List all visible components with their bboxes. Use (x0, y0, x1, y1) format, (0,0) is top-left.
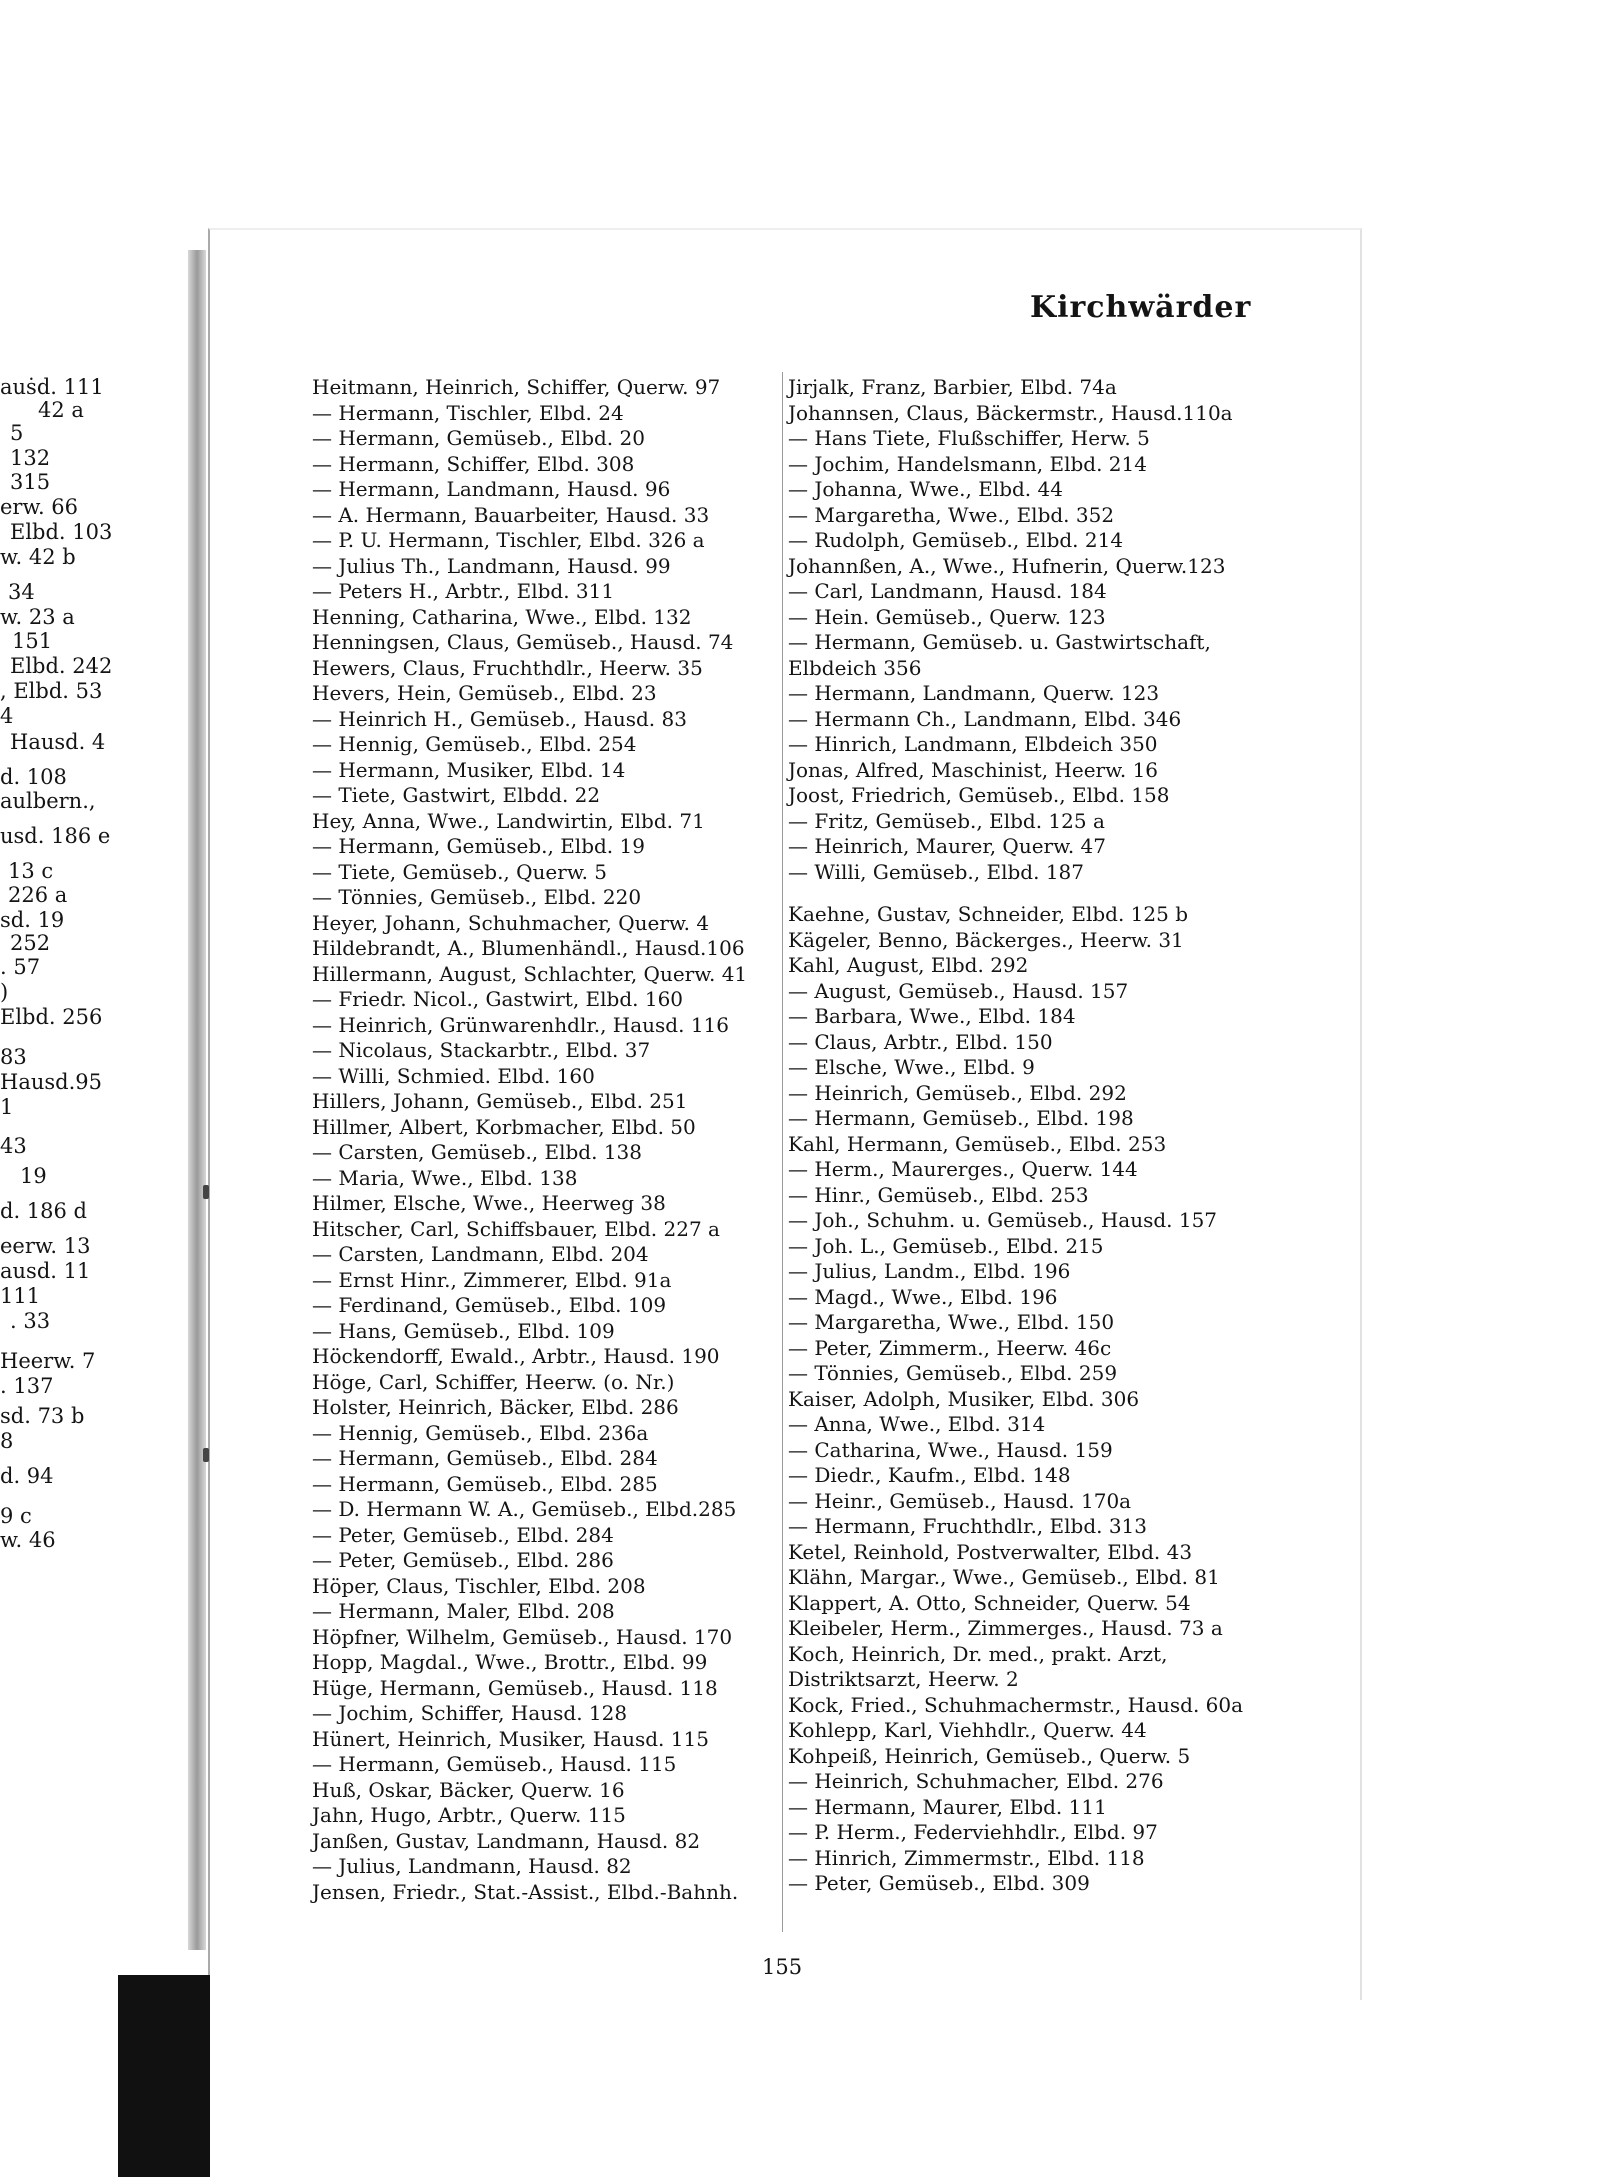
previous-page-fragment: d. 186 d (0, 1199, 87, 1223)
directory-entry: — Anna, Wwe., Elbd. 314 (788, 1412, 1046, 1436)
directory-entry: — Maria, Wwe., Elbd. 138 (312, 1165, 578, 1190)
directory-entry: Hillermann, August, Schlachter, Querw. 41 (312, 961, 748, 986)
directory-entry: — Ernst Hinr., Zimmerer, Elbd. 91a (312, 1267, 672, 1292)
directory-entry: — Hans, Gemüseb., Elbd. 109 (312, 1318, 615, 1343)
directory-entry: — Fritz, Gemüseb., Elbd. 125 a (788, 808, 1105, 833)
previous-page-fragment: Heerw. 7 (0, 1349, 96, 1373)
directory-entry: — Carsten, Landmann, Elbd. 204 (312, 1242, 649, 1266)
directory-entry: Höge, Carl, Schiffer, Heerw. (o. Nr.) (312, 1369, 675, 1394)
directory-entry: — Hermann, Gemüseb., Elbd. 285 (312, 1471, 658, 1496)
book-gutter (188, 250, 206, 1950)
directory-entry: — Heinrich, Maurer, Querw. 47 (788, 834, 1107, 858)
previous-page-fragment: usd. 186 e (0, 824, 111, 848)
directory-entry: — Diedr., Kaufm., Elbd. 148 (788, 1463, 1071, 1487)
directory-entry: Distriktsarzt, Heerw. 2 (788, 1667, 1019, 1691)
directory-entry: Elbdeich 356 (788, 655, 922, 680)
directory-entry: Jahn, Hugo, Arbtr., Querw. 115 (312, 1803, 626, 1827)
directory-entry: Hilmer, Elsche, Wwe., Heerweg 38 (312, 1191, 666, 1215)
directory-entry: Kahl, Hermann, Gemüseb., Elbd. 253 (788, 1131, 1167, 1156)
previous-page-fragment: 1 (0, 1095, 14, 1119)
previous-page-fragment: sd. 19 (0, 908, 65, 932)
directory-entry: — Hennig, Gemüseb., Elbd. 236a (312, 1420, 649, 1445)
directory-entry: — Julius Th., Landmann, Hausd. 99 (312, 553, 671, 578)
page-number: 155 (762, 1955, 803, 1979)
previous-page-fragment: auṡd. 111 (0, 375, 104, 399)
previous-page-fragment: 151 (12, 629, 53, 653)
directory-entry: — Hermann, Gemüseb., Elbd. 19 (312, 834, 645, 858)
previous-page-fragment: w. 42 b (0, 545, 76, 569)
directory-entry: — Jochim, Handelsmann, Elbd. 214 (788, 451, 1147, 476)
directory-entry: Höpfner, Wilhelm, Gemüseb., Hausd. 170 (312, 1624, 733, 1649)
directory-entry: Höper, Claus, Tischler, Elbd. 208 (312, 1573, 646, 1598)
directory-entry: — Hermann, Gemüseb., Elbd. 20 (312, 426, 645, 450)
directory-entry: — Hermann, Gemüseb., Hausd. 115 (312, 1752, 677, 1776)
directory-entry: Kägeler, Benno, Bäckerges., Heerw. 31 (788, 927, 1184, 952)
directory-entry: — Hans Tiete, Flußschiffer, Herw. 5 (788, 426, 1150, 450)
directory-entry: — Elsche, Wwe., Elbd. 9 (788, 1055, 1035, 1079)
directory-entry: Kohlepp, Karl, Viehhdlr., Querw. 44 (788, 1718, 1147, 1742)
directory-entry: Kleibeler, Herm., Zimmerges., Hausd. 73 a (788, 1616, 1223, 1640)
previous-page-fragment: erw. 66 (0, 495, 79, 519)
directory-entry: — Hein. Gemüseb., Querw. 123 (788, 604, 1106, 629)
directory-entry: Hillmer, Albert, Korbmacher, Elbd. 50 (312, 1114, 696, 1139)
previous-page-fragment: 19 (20, 1164, 47, 1188)
directory-entry: — Joh., Schuhm. u. Gemüseb., Hausd. 157 (788, 1208, 1218, 1232)
directory-entry: — A. Hermann, Bauarbeiter, Hausd. 33 (312, 502, 710, 527)
directory-entry: — Hermann, Fruchthdlr., Elbd. 313 (788, 1514, 1148, 1538)
directory-entry: — Margaretha, Wwe., Elbd. 150 (788, 1310, 1115, 1334)
directory-entry: — Catharina, Wwe., Hausd. 159 (788, 1437, 1113, 1462)
previous-page-fragment: Hausd.95 (0, 1070, 102, 1094)
previous-page-fragment: w. 46 (0, 1528, 56, 1552)
previous-page-fragment: 83 (0, 1045, 27, 1069)
previous-page-fragment: 252 (10, 931, 51, 955)
previous-page-fragment: . 33 (10, 1309, 51, 1333)
directory-entry: — Heinrich, Grünwarenhdlr., Hausd. 116 (312, 1012, 730, 1037)
directory-entry: Jirjalk, Franz, Barbier, Elbd. 74a (788, 375, 1117, 399)
directory-entry: — Heinrich, Gemüseb., Elbd. 292 (788, 1080, 1127, 1105)
column-divider (782, 372, 783, 1932)
directory-entry: — Carsten, Gemüseb., Elbd. 138 (312, 1140, 642, 1164)
directory-entry: Kaiser, Adolph, Musiker, Elbd. 306 (788, 1386, 1140, 1411)
directory-entry: — Heinrich, Schuhmacher, Elbd. 276 (788, 1769, 1164, 1793)
directory-entry: — P. Herm., Federviehhdlr., Elbd. 97 (788, 1820, 1158, 1844)
previous-page-fragment: ) (0, 980, 9, 1004)
directory-entry: Johannßen, A., Wwe., Hufnerin, Querw.123 (788, 553, 1226, 578)
directory-entry: Koch, Heinrich, Dr. med., prakt. Arzt, (788, 1641, 1168, 1666)
directory-entry: — Hermann Ch., Landmann, Elbd. 346 (788, 706, 1182, 731)
directory-entry: — Tönnies, Gemüseb., Elbd. 220 (312, 885, 642, 909)
directory-entry: Hopp, Magdal., Wwe., Brottr., Elbd. 99 (312, 1650, 708, 1674)
directory-entry: Janßen, Gustav, Landmann, Hausd. 82 (312, 1828, 701, 1853)
directory-entry: Jensen, Friedr., Stat.-Assist., Elbd.-Bahnh. (312, 1879, 739, 1904)
directory-entry: — Hermann, Tischler, Elbd. 24 (312, 400, 624, 425)
directory-entry: Huß, Oskar, Bäcker, Querw. 16 (312, 1777, 625, 1802)
previous-page-fragment: w. 23 a (0, 605, 75, 629)
directory-entry: Henning, Catharina, Wwe., Elbd. 132 (312, 604, 692, 629)
left-column (312, 375, 782, 1905)
directory-entry: Heitmann, Heinrich, Schiffer, Querw. 97 (312, 375, 721, 399)
directory-entry: — Nicolaus, Stackarbtr., Elbd. 37 (312, 1038, 651, 1062)
previous-page-fragment: d. 108 (0, 765, 67, 789)
directory-entry: Hevers, Hein, Gemüseb., Elbd. 23 (312, 681, 657, 705)
binding-strip (118, 1975, 210, 2177)
previous-page-fragment: aulbern., (0, 789, 96, 813)
directory-entry: — Rudolph, Gemüseb., Elbd. 214 (788, 528, 1124, 552)
directory-entry: Holster, Heinrich, Bäcker, Elbd. 286 (312, 1395, 679, 1419)
directory-entry: — Herm., Maurerges., Querw. 144 (788, 1157, 1138, 1181)
previous-page-fragment: , Elbd. 53 (0, 679, 103, 703)
previous-page-fragment: Hausd. 4 (10, 730, 106, 754)
directory-entry: — Carl, Landmann, Hausd. 184 (788, 579, 1107, 603)
previous-page-fragment: 4 (0, 704, 14, 728)
previous-page-fragment: 8 (0, 1429, 14, 1453)
previous-page-fragment: Elbd. 103 (10, 520, 113, 544)
directory-entry: — Willi, Gemüseb., Elbd. 187 (788, 859, 1084, 884)
margin-mark (203, 1448, 209, 1462)
previous-page-fragment: . 57 (0, 955, 41, 979)
directory-entry: — Hermann, Maurer, Elbd. 111 (788, 1794, 1107, 1819)
previous-page-fragment: 9 c (0, 1504, 32, 1528)
previous-page-fragment: 132 (10, 446, 51, 470)
previous-page-fragment: Elbd. 242 (10, 654, 113, 678)
previous-page-fragment: 111 (0, 1284, 41, 1308)
previous-page-fragment: 315 (10, 470, 51, 494)
directory-entry: — Tönnies, Gemüseb., Elbd. 259 (788, 1361, 1118, 1385)
directory-entry: — Hermann, Landmann, Hausd. 96 (312, 477, 671, 501)
directory-entry: — Peters H., Arbtr., Elbd. 311 (312, 579, 615, 603)
directory-entry: — Hermann, Gemüseb., Elbd. 284 (312, 1446, 658, 1470)
previous-page-fragment: Elbd. 256 (0, 1005, 103, 1029)
directory-entry: — Peter, Gemüseb., Elbd. 309 (788, 1871, 1090, 1895)
directory-entry: — Peter, Gemüseb., Elbd. 286 (312, 1548, 614, 1572)
directory-entry: Höckendorff, Ewald., Arbtr., Hausd. 190 (312, 1344, 720, 1368)
directory-entry: — Ferdinand, Gemüseb., Elbd. 109 (312, 1293, 667, 1317)
directory-entry: — Peter, Zimmerm., Heerw. 46c (788, 1335, 1112, 1360)
directory-entry: — Claus, Arbtr., Elbd. 150 (788, 1029, 1053, 1054)
directory-entry: — Julius, Landm., Elbd. 196 (788, 1259, 1071, 1283)
directory-entry: — Hennig, Gemüseb., Elbd. 254 (312, 732, 637, 756)
directory-entry: Hey, Anna, Wwe., Landwirtin, Elbd. 71 (312, 808, 705, 833)
previous-page-fragment: 42 a (38, 398, 84, 422)
previous-page-fragment: ausd. 11 (0, 1259, 91, 1283)
directory-entry: — Heinr., Gemüseb., Hausd. 170a (788, 1488, 1132, 1513)
directory-entry: — Hermann, Musiker, Elbd. 14 (312, 757, 626, 782)
directory-entry: — Julius, Landmann, Hausd. 82 (312, 1854, 632, 1878)
directory-entry: — Margaretha, Wwe., Elbd. 352 (788, 502, 1115, 527)
directory-entry: Hillers, Johann, Gemüseb., Elbd. 251 (312, 1089, 688, 1113)
previous-page-fragment: eerw. 13 (0, 1234, 91, 1258)
directory-entry: — August, Gemüseb., Hausd. 157 (788, 978, 1129, 1003)
directory-entry: Kock, Fried., Schuhmachermstr., Hausd. 60a (788, 1692, 1244, 1717)
previous-page-fragment: . 137 (0, 1374, 54, 1398)
previous-page-fragment: 226 a (8, 883, 68, 907)
directory-entry: — Hermann, Schiffer, Elbd. 308 (312, 451, 635, 476)
directory-entry: Kohpeiß, Heinrich, Gemüseb., Querw. 5 (788, 1743, 1191, 1768)
directory-entry: Klähn, Margar., Wwe., Gemüseb., Elbd. 81 (788, 1565, 1220, 1589)
directory-entry: — Heinrich H., Gemüseb., Hausd. 83 (312, 706, 687, 731)
directory-entry: — P. U. Hermann, Tischler, Elbd. 326 a (312, 528, 705, 552)
directory-entry: — Hermann, Maler, Elbd. 208 (312, 1599, 615, 1623)
directory-entry: Johannsen, Claus, Bäckermstr., Hausd.110a (788, 400, 1233, 425)
previous-page-fragment: 13 c (8, 859, 54, 883)
previous-page-fragment: 43 (0, 1134, 27, 1158)
directory-entry: — D. Hermann W. A., Gemüseb., Elbd.285 (312, 1497, 737, 1521)
running-header: Kirchwärder (1030, 290, 1252, 325)
right-column (788, 375, 1258, 1897)
directory-entry: — Magd., Wwe., Elbd. 196 (788, 1284, 1058, 1309)
directory-entry: — Barbara, Wwe., Elbd. 184 (788, 1004, 1076, 1028)
directory-entry: Hildebrandt, A., Blumenhändl., Hausd.106 (312, 936, 745, 960)
directory-entry: — Tiete, Gastwirt, Elbdd. 22 (312, 783, 601, 807)
directory-entry: — Joh. L., Gemüseb., Elbd. 215 (788, 1233, 1104, 1258)
previous-page-fragment: d. 94 (0, 1464, 54, 1488)
directory-entry: Ketel, Reinhold, Postverwalter, Elbd. 43 (788, 1539, 1193, 1564)
directory-entry: Klappert, A. Otto, Schneider, Querw. 54 (788, 1590, 1191, 1615)
directory-entry: — Hermann, Landmann, Querw. 123 (788, 681, 1160, 705)
directory-entry: Heyer, Johann, Schuhmacher, Querw. 4 (312, 910, 710, 935)
previous-page-fragment: 5 (10, 421, 24, 445)
directory-entry: Joost, Friedrich, Gemüseb., Elbd. 158 (788, 783, 1170, 807)
directory-entry: Hüge, Hermann, Gemüseb., Hausd. 118 (312, 1675, 718, 1700)
directory-entry: — Peter, Gemüseb., Elbd. 284 (312, 1522, 614, 1547)
directory-entry: Kahl, August, Elbd. 292 (788, 953, 1029, 977)
directory-entry: Kaehne, Gustav, Schneider, Elbd. 125 b (788, 902, 1188, 926)
directory-entry: — Hinrich, Landmann, Elbdeich 350 (788, 732, 1158, 756)
directory-entry: — Tiete, Gemüseb., Querw. 5 (312, 859, 608, 884)
section-gap (788, 885, 1258, 902)
directory-entry: — Friedr. Nicol., Gastwirt, Elbd. 160 (312, 987, 684, 1011)
margin-mark (203, 1185, 209, 1199)
directory-entry: Hitscher, Carl, Schiffsbauer, Elbd. 227 a (312, 1216, 720, 1241)
directory-entry: Hünert, Heinrich, Musiker, Hausd. 115 (312, 1726, 709, 1751)
directory-entry: Henningsen, Claus, Gemüseb., Hausd. 74 (312, 630, 734, 654)
directory-entry: — Johanna, Wwe., Elbd. 44 (788, 477, 1063, 501)
directory-entry: — Hermann, Gemüseb. u. Gastwirtschaft, (788, 630, 1211, 654)
directory-entry: — Hermann, Gemüseb., Elbd. 198 (788, 1106, 1134, 1130)
directory-entry: — Hinrich, Zimmermstr., Elbd. 118 (788, 1845, 1145, 1870)
previous-page-edge (0, 240, 180, 1980)
previous-page-fragment: sd. 73 b (0, 1404, 85, 1428)
directory-entry: — Jochim, Schiffer, Hausd. 128 (312, 1701, 628, 1725)
previous-page-fragment: 34 (8, 580, 35, 604)
directory-entry: — Hinr., Gemüseb., Elbd. 253 (788, 1182, 1089, 1207)
directory-entry: Jonas, Alfred, Maschinist, Heerw. 16 (788, 757, 1159, 782)
directory-entry: — Willi, Schmied. Elbd. 160 (312, 1063, 595, 1088)
directory-entry: Hewers, Claus, Fruchthdlr., Heerw. 35 (312, 655, 703, 680)
